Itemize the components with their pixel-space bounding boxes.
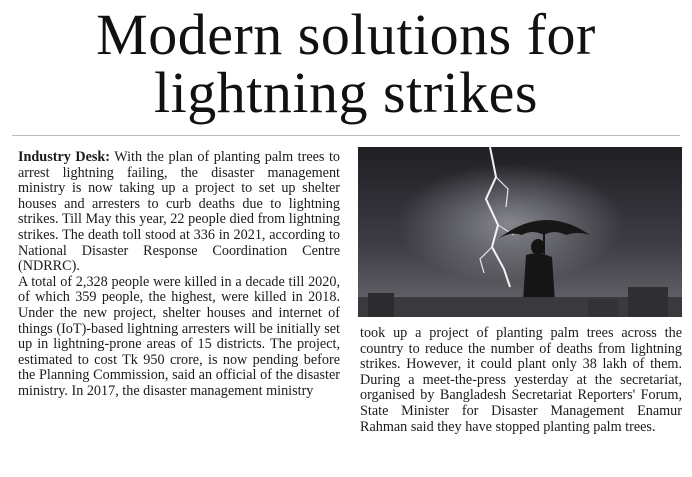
byline: Industry Desk: bbox=[18, 149, 111, 165]
headline-line-1: Modern solutions for bbox=[96, 2, 596, 67]
headline bbox=[0, 2, 692, 125]
headline-divider bbox=[12, 135, 680, 136]
paragraph-1 bbox=[18, 150, 340, 275]
headline-line-2: lightning strikes bbox=[154, 60, 538, 125]
paragraph-3: took up a project of planting palm trees across the country to reduce the number of deaths from lightning strikes. However, it could plant only 38 lakh of them. During a meet-the-press yesterday at the secretariat, organised by Bangladesh Secretariat Reporters' Forum, State Minister for Disaster Management Enamur Rahman said they have stopped planting palm trees. bbox=[360, 325, 682, 435]
lightning-photo bbox=[358, 147, 682, 317]
article-column-left bbox=[18, 150, 340, 400]
article-column-right bbox=[360, 326, 682, 435]
paragraph-2: A total of 2,328 people were killed in a decade till 2020, of which 359 people, the highest, were killed in 2018. Under the new project, shelter houses and internet of things (IoT)-based lightning arresters will be initially set up in lightning-prone areas of 15 districts. The project, estimated to cost Tk 950 crore, is now pending before the Planning Commission, said an official of the disaster ministry. In 2017, the disaster management ministry bbox=[18, 273, 340, 399]
paragraph-1-text: With the plan of planting palm trees to arrest lightning failing, the disaster management ministry is now taking up a project to set up shelter houses and arresters to curb deaths due to lightning strikes. Till May this year, 22 people died from lightning strikes. The death toll stood at 336 in 2021, according to National Disaster Response Coordination Centre (NDRRC). bbox=[18, 149, 340, 275]
person-head bbox=[531, 239, 545, 255]
lightning-umbrella-image bbox=[358, 147, 682, 317]
